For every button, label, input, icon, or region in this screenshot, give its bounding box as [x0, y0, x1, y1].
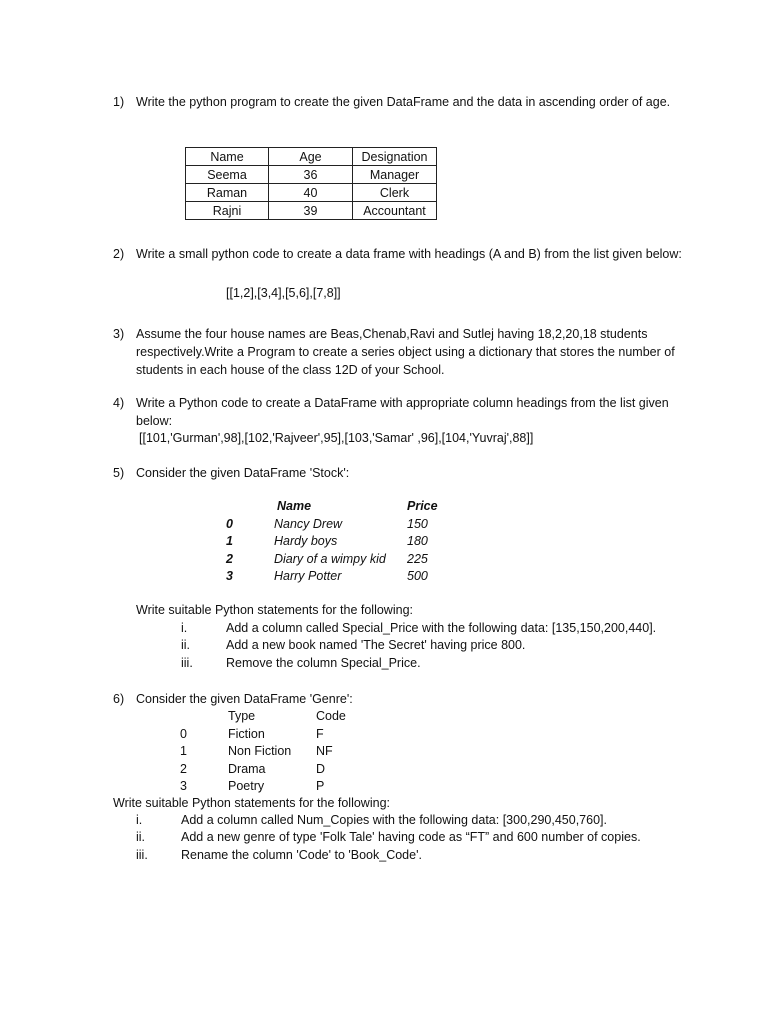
item-text: Rename the column 'Code' to 'Book_Code'.	[181, 848, 422, 862]
table-cell: 39	[269, 202, 353, 220]
code-list: [[1,2],[3,4],[5,6],[7,8]]	[226, 286, 341, 300]
question-text: Consider the given DataFrame 'Stock':	[136, 466, 350, 480]
code-list: [[101,'Gurman',98],[102,'Rajveer',95],[103,'Samar' ,96],[104,'Yuvraj',88]]	[139, 431, 534, 445]
question-number: 1)	[113, 95, 125, 109]
table-cell: 150	[407, 516, 428, 531]
row-index: 1	[226, 534, 233, 548]
table-cell: Hardy boys	[274, 534, 338, 548]
table-cell: Seema	[186, 166, 269, 184]
employee-table	[185, 147, 437, 220]
row-index: 2	[180, 761, 187, 776]
table-cell: Manager	[353, 166, 437, 184]
item-text: Add a new book named 'The Secret' having price 800.	[226, 638, 526, 652]
item-marker: ii.	[136, 830, 146, 844]
row-index: 3	[226, 569, 233, 583]
table-cell: Harry Potter	[274, 569, 342, 583]
question-5	[113, 464, 683, 482]
row-index: 1	[180, 744, 187, 758]
table-row	[186, 184, 437, 202]
table-cell: 180	[407, 534, 428, 548]
row-index: 3	[180, 779, 187, 793]
question-3	[113, 325, 683, 379]
item-marker: ii.	[181, 638, 191, 652]
table-header-cell: Type	[228, 709, 256, 723]
table-cell: Raman	[186, 184, 269, 202]
instruction-text: Write suitable Python statements for the following:	[113, 796, 390, 810]
table-cell: Accountant	[353, 202, 437, 220]
item-marker: i.	[181, 621, 188, 635]
item-text: Remove the column Special_Price.	[226, 656, 421, 670]
item-text: Add a new genre of type 'Folk Tale' having code as “FT” and 600 number of copies.	[181, 830, 641, 844]
item-marker: i.	[136, 813, 143, 827]
table-cell: Drama	[228, 761, 266, 776]
table-header-cell: Code	[316, 709, 346, 723]
table-cell: NF	[316, 744, 333, 758]
table-header-row	[186, 148, 437, 166]
table-cell: Rajni	[186, 202, 269, 220]
question-1	[113, 93, 683, 111]
table-cell: 225	[407, 551, 428, 566]
table-cell: Fiction	[228, 726, 265, 741]
question-text: Write the python program to create the given DataFrame and the data in ascending order of age.	[136, 95, 671, 109]
table-cell: Nancy Drew	[274, 516, 343, 531]
question-4	[113, 394, 683, 430]
question-number: 5)	[113, 466, 125, 480]
table-row	[186, 166, 437, 184]
row-index: 0	[180, 726, 187, 741]
instruction-text: Write suitable Python statements for the following:	[136, 603, 413, 617]
table-header-cell: Age	[269, 148, 353, 166]
question-number: 4)	[113, 396, 125, 410]
question-text: Assume the four house names are Beas,Chenab,Ravi and Sutlej having 18,2,20,18 students respectively.Write a Program to create a series object using a dictionary that stores the number of students in each house of the class 12D of your School.	[136, 327, 675, 377]
item-marker: iii.	[181, 656, 193, 670]
table-cell: Poetry	[228, 779, 265, 793]
table-cell: F	[316, 726, 324, 741]
item-text: Add a column called Num_Copies with the following data: [300,290,450,760].	[181, 813, 607, 827]
question-6	[113, 690, 683, 708]
question-text: Consider the given DataFrame 'Genre':	[136, 692, 353, 706]
table-header-cell: Name	[277, 499, 312, 513]
question-2	[113, 244, 683, 264]
table-cell: P	[316, 779, 325, 793]
table-header-cell: Name	[186, 148, 269, 166]
item-text: Add a column called Special_Price with the following data: [135,150,200,440].	[226, 621, 657, 635]
item-marker: iii.	[136, 848, 148, 862]
table-cell: 36	[269, 166, 353, 184]
question-number: 6)	[113, 692, 125, 706]
table-row	[186, 202, 437, 220]
table-cell: 40	[269, 184, 353, 202]
table-cell: 500	[407, 569, 428, 583]
question-number: 3)	[113, 327, 125, 341]
question-text: Write a small python code to create a data frame with headings (A and B) from the list given below:	[136, 247, 682, 261]
table-cell: D	[316, 761, 326, 776]
table-header-cell: Price	[407, 499, 438, 513]
row-index: 0	[226, 516, 233, 531]
table-cell: Non Fiction	[228, 744, 292, 758]
question-number: 2)	[113, 247, 125, 261]
table-header-cell: Designation	[353, 148, 437, 166]
table-cell: Diary of a wimpy kid	[274, 551, 386, 566]
row-index: 2	[226, 551, 233, 566]
table-cell: Clerk	[353, 184, 437, 202]
question-text: Write a Python code to create a DataFrame with appropriate column headings from the list given below:	[136, 396, 669, 428]
